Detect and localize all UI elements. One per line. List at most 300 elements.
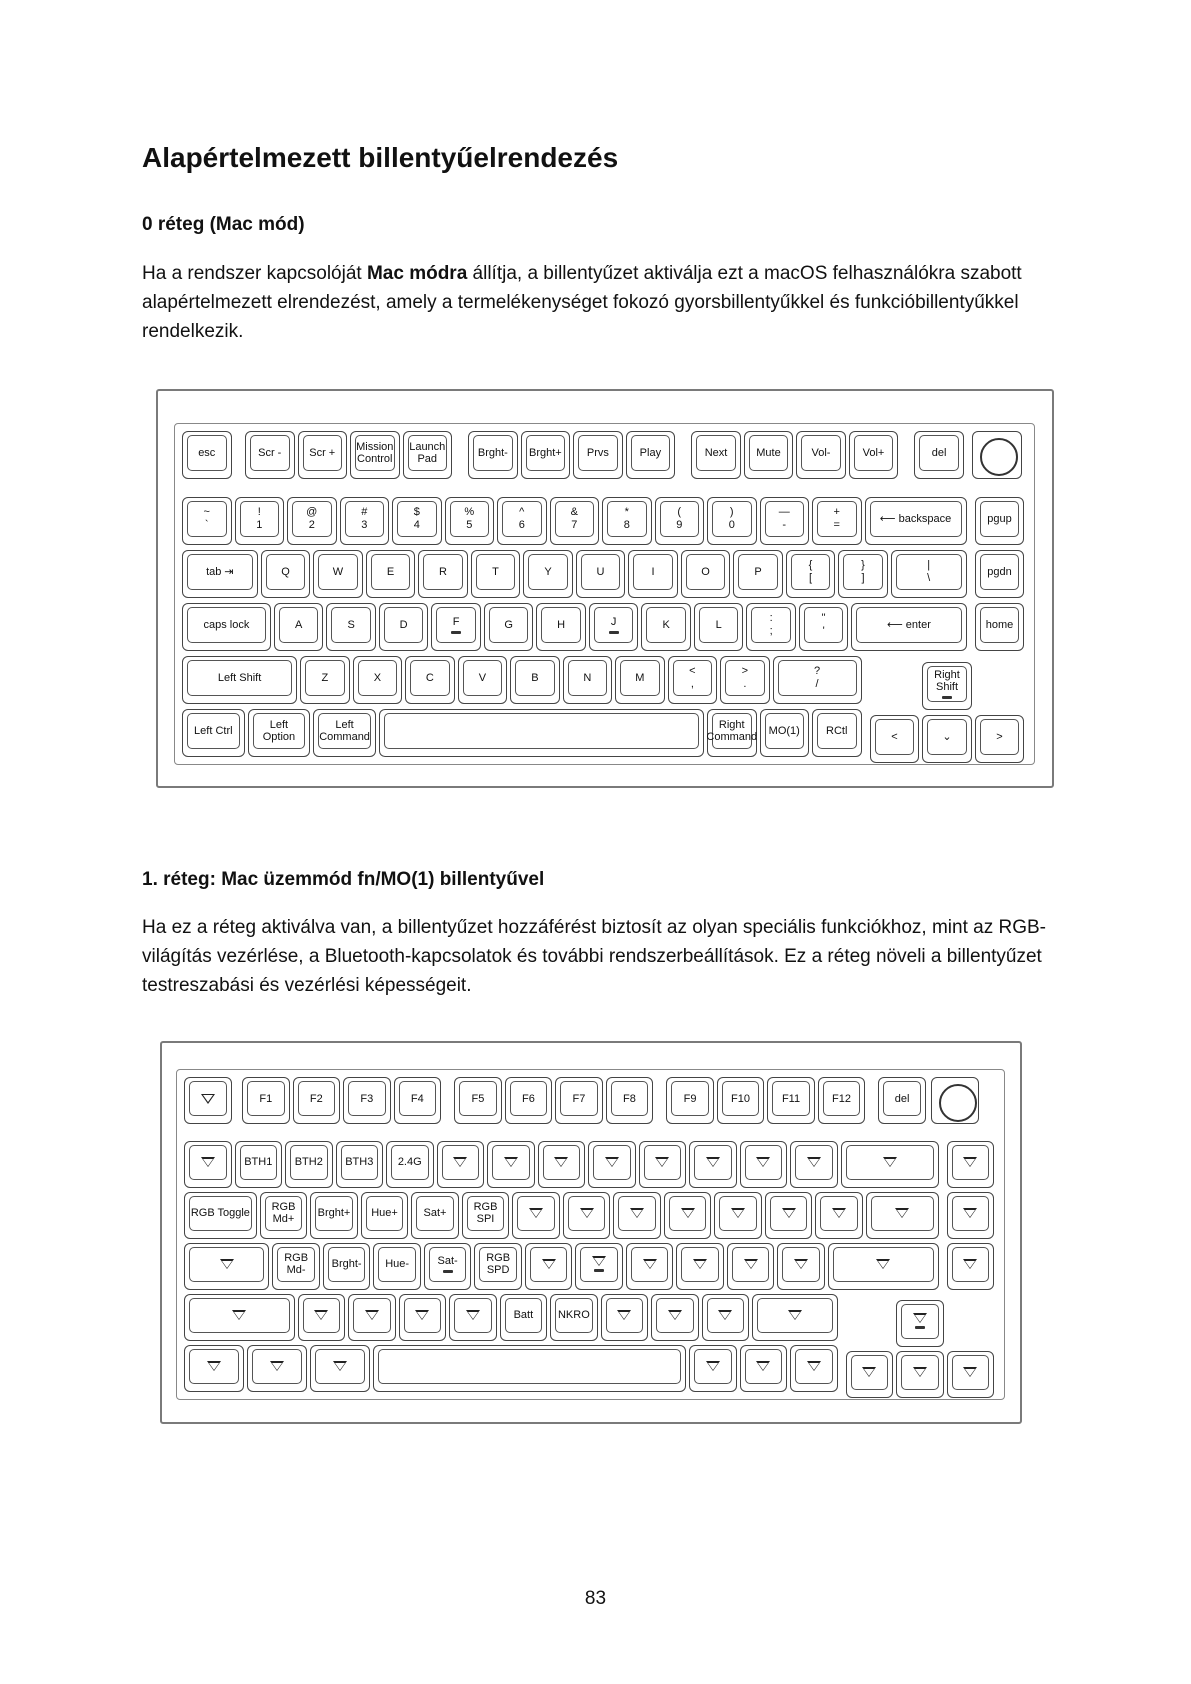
layer1-key-key	[752, 1294, 837, 1341]
layer0-keycap-face	[804, 607, 844, 643]
key-legend: !	[257, 506, 261, 519]
layer1-keycap-face	[606, 1298, 644, 1333]
key-legend: N	[583, 672, 592, 685]
layer0-key-tab	[182, 550, 258, 598]
key-legend: 3	[361, 519, 368, 532]
layer1-keycap-face	[265, 1196, 303, 1231]
layer1-keycap-face	[277, 1247, 315, 1282]
layer1-keycap-face	[189, 1349, 239, 1384]
layer0-key-brght	[521, 431, 571, 479]
layer1-keycap-face	[833, 1247, 934, 1282]
layer0-key-del	[914, 431, 964, 479]
key-legend: F11	[781, 1092, 801, 1105]
layer0-keycap-face	[489, 607, 529, 643]
layer0-keycap-face	[620, 660, 660, 696]
key-legend: &	[570, 506, 578, 519]
layer1-keycap-face	[454, 1298, 492, 1333]
layer1-keycap-face	[247, 1081, 285, 1116]
layer0-keycap-face	[751, 607, 791, 643]
layer1-keycap-face	[240, 1145, 278, 1180]
layer1-keycap-face	[479, 1247, 517, 1282]
layer1-key-f10	[717, 1077, 765, 1124]
layer0-key-key	[922, 715, 972, 763]
key-legend: H	[557, 619, 566, 632]
key-legend: Batt	[513, 1309, 534, 1322]
layer1-key-hue	[373, 1243, 421, 1290]
layer0-key-launch-pad	[403, 431, 453, 479]
layer0-keycap-face	[581, 554, 621, 590]
layer0-keycap-face	[817, 713, 857, 749]
layer1-keycap-face	[315, 1196, 353, 1231]
key-legend: Y	[544, 566, 552, 579]
key-legend: ^	[519, 506, 525, 519]
key-legend: A	[294, 619, 303, 632]
key-legend: ⟵ enter	[886, 619, 931, 632]
layer0-key-enter	[851, 603, 966, 651]
layer1-keycap-face	[732, 1247, 770, 1282]
layer0-keycap-face	[686, 554, 726, 590]
key-legend: Mute	[756, 447, 781, 459]
layer0-key-s	[326, 603, 376, 651]
layer1-key-hue	[361, 1192, 409, 1239]
layer0-key-mute	[744, 431, 794, 479]
layer0-key-home	[975, 603, 1025, 651]
layer0-key-play	[626, 431, 676, 479]
transparent-key-icon	[232, 1310, 246, 1320]
layer0-key-2	[287, 497, 337, 545]
layer0-keycap-face	[250, 435, 290, 471]
layer0-keycap-face	[725, 660, 765, 696]
layer0-key-l	[694, 603, 744, 651]
key-legend: Left Ctrl	[194, 725, 233, 738]
section-0-paragraph: Ha a rendszer kapcsolóját Mac módra állítja, a billentyűzet aktiválja ezt a macOS felhasználókra szabott alapértelmezett elrendezést, amely a termelékenységet fokozó gyorsbillentyűkkel és funkcióbillentyűkkel rendelkezik.	[142, 263, 1022, 342]
layer1-spacebar-face	[378, 1349, 681, 1384]
transparent-key-icon	[788, 1310, 802, 1320]
transparent-key-icon	[365, 1310, 379, 1320]
layer1-key-key	[512, 1192, 560, 1239]
layer1-keycap-face	[952, 1247, 990, 1282]
layer1-keycap-face	[901, 1304, 939, 1339]
layer0-key-f	[431, 603, 481, 651]
transparent-key-icon	[963, 1157, 977, 1167]
layer0-keycap-face	[303, 435, 343, 471]
layer1-key-key	[184, 1141, 232, 1188]
layer1-keycap-face	[442, 1145, 480, 1180]
layer1-keycap-face	[303, 1298, 341, 1333]
layer1-key-key	[777, 1243, 825, 1290]
layer1-keycap-face	[543, 1145, 581, 1180]
layer1-key-key	[765, 1192, 813, 1239]
key-legend: Brght-	[477, 447, 508, 459]
key-legend: B	[531, 672, 539, 685]
key-legend: RGB SPD	[486, 1252, 511, 1277]
layer0-keycap-face	[436, 607, 476, 643]
layer0-keycap-face	[712, 501, 752, 537]
layer1-key-f3	[343, 1077, 391, 1124]
layer1-keycap-face	[505, 1298, 543, 1333]
layer0-keycap-face	[875, 719, 915, 755]
layer1-keycap-face	[517, 1196, 555, 1231]
layer0-keycap-face	[738, 554, 778, 590]
transparent-key-icon	[655, 1157, 669, 1167]
layer0-key-o	[681, 550, 731, 598]
layer0-keycap-face	[541, 607, 581, 643]
layer1-key-bth2	[285, 1141, 333, 1188]
layer1-key-f6	[505, 1077, 553, 1124]
transparent-key-icon	[466, 1310, 480, 1320]
key-legend: G	[504, 619, 513, 632]
key-legend: RGB Toggle	[190, 1207, 250, 1220]
section-0-heading: 0 réteg (Mac mód)	[142, 214, 305, 235]
key-legend: 9	[676, 519, 683, 532]
layer0-key-right-shift	[922, 662, 972, 710]
layer1-key-key	[664, 1192, 712, 1239]
layer1-key-key	[947, 1192, 995, 1239]
layer1-keycap-face	[669, 1196, 707, 1231]
layer1-key-sat	[411, 1192, 459, 1239]
key-legend: 2	[308, 519, 315, 532]
layer0-keycap-face	[279, 607, 319, 643]
homing-bump	[451, 631, 461, 634]
layer0-keycap-face	[568, 660, 608, 696]
layer0-key-i	[628, 550, 678, 598]
layer1-key-key	[676, 1243, 724, 1290]
layer1-keycap-face	[883, 1081, 921, 1116]
layer0-keycap-face	[673, 660, 713, 696]
layer0-keycap-face	[331, 607, 371, 643]
layer1-key-key	[740, 1141, 788, 1188]
layer1-keycap-face	[189, 1247, 264, 1282]
layer0-keycap-face	[706, 713, 758, 749]
key-legend: RGB Md+	[271, 1201, 296, 1226]
layer1-keycap-face	[252, 1349, 302, 1384]
transparent-key-icon	[731, 1208, 745, 1218]
key-legend: =	[833, 519, 840, 532]
layer1-keycap-face	[851, 1355, 889, 1390]
layer0-keycap-face	[778, 660, 857, 696]
layer1-keycap-face	[820, 1196, 858, 1231]
key-legend: 7	[571, 519, 578, 532]
transparent-key-icon	[913, 1313, 927, 1323]
layer1-key-key	[247, 1345, 307, 1392]
layer0-keycap-face	[358, 660, 398, 696]
layer0-keycap-face	[801, 435, 841, 471]
key-legend: caps lock	[203, 619, 250, 632]
transparent-key-icon	[617, 1310, 631, 1320]
layer0-key-q	[261, 550, 311, 598]
layer1-key-key	[298, 1294, 346, 1341]
layer0-keycap-face	[856, 607, 961, 643]
key-legend: ⌄	[942, 731, 952, 744]
layer0-keycap-face	[384, 607, 424, 643]
layer0-key-backspace	[865, 497, 967, 545]
layer0-keycap-face	[515, 660, 555, 696]
key-legend: del	[894, 1092, 910, 1105]
layer1-keycap-face	[560, 1081, 598, 1116]
layer1-keycap-face	[378, 1247, 416, 1282]
layer0-key-t	[471, 550, 521, 598]
layer1-key-key	[626, 1243, 674, 1290]
layer0-key-7	[550, 497, 600, 545]
key-legend: W	[332, 566, 344, 579]
layer1-key-key	[613, 1192, 661, 1239]
layer0-key-e	[366, 550, 416, 598]
transparent-key-icon	[415, 1310, 429, 1320]
layer0-key-key	[760, 497, 810, 545]
layer0-keycap-face	[187, 554, 253, 590]
layer0-keycap-face	[980, 607, 1020, 643]
transparent-key-icon	[201, 1157, 215, 1167]
key-legend: F8	[623, 1092, 636, 1105]
layer0-key-key	[870, 715, 920, 763]
key-legend: P	[754, 566, 762, 579]
transparent-key-icon	[220, 1259, 234, 1269]
layer0-key-pgup	[975, 497, 1025, 545]
key-legend: F4	[410, 1092, 424, 1105]
key-legend: Left Shift	[217, 672, 262, 685]
keyboard-layer-1-diagram	[160, 1041, 1022, 1424]
layer0-key-z	[300, 656, 350, 704]
transparent-key-icon	[963, 1208, 977, 1218]
section-1-heading: 1. réteg: Mac üzemmód fn/MO(1) billentyűvel	[142, 869, 545, 890]
layer0-keycap-face	[292, 501, 332, 537]
layer1-key-key	[184, 1077, 232, 1124]
key-legend: L	[715, 619, 722, 632]
layer1-keycap-face	[631, 1247, 669, 1282]
key-legend: `	[204, 519, 209, 532]
layer1-key-key	[689, 1345, 737, 1392]
layer1-key-key	[399, 1294, 447, 1341]
key-legend: Left Option	[262, 719, 296, 744]
key-legend: #	[361, 506, 368, 519]
layer0-keycap-face	[463, 660, 503, 696]
layer0-key-u	[576, 550, 626, 598]
transparent-key-icon	[963, 1259, 977, 1269]
layer1-keycap-face	[492, 1145, 530, 1180]
layer0-keycap-face	[410, 660, 450, 696]
key-legend: %	[464, 506, 475, 519]
key-legend: :	[769, 612, 773, 625]
key-legend: Scr -	[258, 447, 282, 459]
layer1-key-rgb-toggle	[184, 1192, 257, 1239]
homing-bump	[609, 631, 619, 634]
layer0-key-pgdn	[975, 550, 1025, 598]
transparent-key-icon	[693, 1259, 707, 1269]
key-legend: F9	[683, 1092, 697, 1105]
transparent-key-icon	[706, 1157, 720, 1167]
layer1-key-key	[815, 1192, 863, 1239]
key-legend: BTH2	[294, 1156, 323, 1169]
layer1-key-key	[828, 1243, 939, 1290]
layer0-keycap-face	[817, 501, 857, 537]
key-legend: Left Command	[319, 719, 370, 744]
layer0-key-w	[313, 550, 363, 598]
layer1-keycap-face	[366, 1196, 404, 1231]
key-legend: 1	[256, 519, 263, 532]
key-legend: '	[822, 625, 825, 638]
layer1-key-rgb-md	[272, 1243, 320, 1290]
layer1-key-blank	[373, 1345, 686, 1392]
layer1-key-key	[866, 1192, 939, 1239]
layer1-keycap-face	[189, 1298, 290, 1333]
knob-dial-icon	[980, 438, 1018, 476]
layer1-key-key	[563, 1192, 611, 1239]
key-legend: 5	[466, 519, 473, 532]
layer0-key-key	[773, 656, 862, 704]
homing-bump	[915, 1326, 925, 1329]
layer0-key-3	[340, 497, 390, 545]
key-legend: F3	[360, 1092, 374, 1105]
key-legend: R	[439, 566, 447, 579]
layer1-keycap-face	[795, 1145, 833, 1180]
layer0-keycap-face	[980, 554, 1020, 590]
section-1-paragraph: Ha ez a réteg aktiválva van, a billentyűzet hozzáférést biztosít az olyan speciális funkciókhoz, mint az RGB-világítás vezérlése, a Bluetooth-kapcsolatok és további rendszerbeállítások. Ez a réteg növeli a billentyűzet testreszabási és vezérlési képességeit.	[142, 917, 1046, 996]
layer1-key-key	[947, 1141, 995, 1188]
layer0-spacebar-face	[384, 713, 699, 749]
layer1-keycap-face	[467, 1196, 505, 1231]
key-legend: >	[741, 665, 749, 678]
key-legend: pgdn	[987, 566, 1012, 579]
layer0-keycap-face	[749, 435, 789, 471]
key-legend: <	[891, 731, 898, 744]
key-legend: M	[635, 672, 645, 685]
layer0-key-mo-1	[760, 709, 810, 757]
layer1-rotary-knob	[931, 1077, 979, 1124]
layer0-keycap-face	[555, 501, 595, 537]
layer0-keycap-face	[450, 501, 490, 537]
layer0-keycap-face	[646, 607, 686, 643]
layer0-keycap-face	[594, 607, 634, 643]
transparent-key-icon	[554, 1157, 568, 1167]
layer0-key-b	[510, 656, 560, 704]
layer1-key-bth1	[235, 1141, 283, 1188]
key-legend: .	[743, 678, 747, 691]
key-legend: )	[729, 506, 734, 519]
key-legend: 2.4G	[397, 1156, 422, 1169]
key-legend: Prvs	[586, 447, 609, 459]
layer1-keycap-face	[315, 1349, 365, 1384]
layer1-key-brght	[310, 1192, 358, 1239]
layer1-keycap-face	[782, 1247, 820, 1282]
layer0-key-k	[641, 603, 691, 651]
homing-bump	[942, 696, 952, 699]
layer1-keycap-face	[530, 1247, 568, 1282]
layer1-keycap-face	[846, 1145, 934, 1180]
transparent-key-icon	[201, 1094, 215, 1104]
key-legend: ~	[203, 506, 210, 519]
layer0-keycap-face	[578, 435, 618, 471]
layer0-keycap-face	[699, 607, 739, 643]
transparent-key-icon	[630, 1208, 644, 1218]
layer1-keycap-face	[593, 1145, 631, 1180]
layer0-key-4	[392, 497, 442, 545]
transparent-key-icon	[453, 1157, 467, 1167]
key-legend: K	[662, 619, 670, 632]
layer1-key-bth3	[336, 1141, 384, 1188]
layer1-keycap-face	[416, 1196, 454, 1231]
layer1-keycap-face	[770, 1196, 808, 1231]
key-legend: NKRO	[557, 1309, 590, 1322]
transparent-key-icon	[529, 1208, 543, 1218]
layer0-key-brght	[468, 431, 518, 479]
key-legend: F2	[309, 1092, 323, 1105]
transparent-key-icon	[963, 1367, 977, 1377]
key-legend: @	[306, 506, 318, 519]
layer0-keycap-face	[187, 607, 266, 643]
key-legend: Next	[704, 447, 728, 459]
key-legend: -	[782, 519, 787, 532]
layer1-keycap-face	[952, 1355, 990, 1390]
layer1-key-rgb-md	[260, 1192, 308, 1239]
key-legend: BTH3	[345, 1156, 374, 1169]
key-legend: 4	[413, 519, 420, 532]
layer1-key-key	[184, 1345, 244, 1392]
transparent-key-icon	[314, 1310, 328, 1320]
layer0-keycap-face	[187, 713, 240, 749]
layer0-keycap-face	[187, 660, 292, 696]
layer1-keycap-face	[707, 1298, 745, 1333]
transparent-key-icon	[832, 1208, 846, 1218]
layer0-key-key	[786, 550, 836, 598]
key-legend: Hue+	[371, 1207, 398, 1220]
layer1-key-key	[727, 1243, 775, 1290]
layer1-key-f2	[293, 1077, 341, 1124]
key-legend: <	[689, 665, 696, 678]
layer0-key-left-ctrl	[182, 709, 245, 757]
key-legend: Hue-	[385, 1258, 410, 1271]
layer1-key-key	[449, 1294, 497, 1341]
layer1-key-key	[841, 1141, 939, 1188]
layer0-keycap-face	[660, 501, 700, 537]
layer0-keycap-face	[980, 719, 1020, 755]
key-legend: *	[624, 506, 629, 519]
layer0-key-y	[523, 550, 573, 598]
key-legend: ?	[814, 665, 821, 678]
layer1-keycap-face	[429, 1247, 467, 1282]
layer1-keycap-face	[341, 1145, 379, 1180]
layer0-keycap-face	[919, 435, 959, 471]
key-legend: 6	[518, 519, 525, 532]
layer1-keycap-face	[644, 1145, 682, 1180]
layer0-keycap-face	[318, 713, 371, 749]
layer0-key-key	[668, 656, 718, 704]
layer0-keycap-face	[896, 554, 962, 590]
transparent-key-icon	[913, 1367, 927, 1377]
layer0-keycap-face	[423, 554, 463, 590]
key-legend: V	[478, 672, 487, 685]
layer0-keycap-face	[240, 501, 280, 537]
key-legend: Brght+	[529, 447, 562, 459]
layer1-key-key	[575, 1243, 623, 1290]
key-legend: F12	[832, 1092, 851, 1105]
layer1-keycap-face	[871, 1196, 934, 1231]
layer1-key-key	[947, 1351, 995, 1398]
layer1-key-sat	[424, 1243, 472, 1290]
layer1-key-del	[878, 1077, 926, 1124]
layer0-keycap-face	[631, 435, 671, 471]
layer0-keycap-face	[473, 435, 513, 471]
key-legend: Brght+	[317, 1207, 351, 1220]
layer1-keycap-face	[694, 1349, 732, 1384]
transparent-key-icon	[876, 1259, 890, 1269]
layer0-key-key	[746, 603, 796, 651]
layer0-keycap-face	[397, 501, 437, 537]
transparent-key-icon	[504, 1157, 518, 1167]
key-legend: T	[492, 566, 499, 579]
layer1-keycap-face	[694, 1145, 732, 1180]
transparent-key-icon	[643, 1259, 657, 1269]
layer1-keycap-face	[611, 1081, 649, 1116]
